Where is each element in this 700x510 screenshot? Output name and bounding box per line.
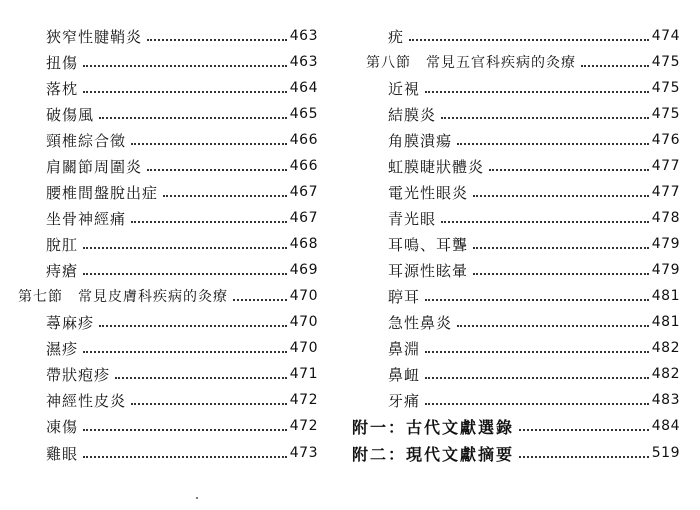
page-speck <box>196 497 198 499</box>
toc-entry <box>388 283 680 309</box>
dot-leader <box>131 220 287 223</box>
toc-appendix-entry <box>352 440 680 466</box>
toc-entry <box>46 153 318 179</box>
dot-leader <box>115 376 287 379</box>
toc-entry <box>388 23 680 49</box>
toc-entry-title: 耳源性眩暈 <box>388 261 469 280</box>
toc-page-number: 470 <box>289 314 318 330</box>
toc-entry-title: 帶狀疱疹 <box>46 365 111 384</box>
toc-entry <box>388 257 680 283</box>
toc-page-number: 466 <box>289 158 318 174</box>
toc-entry <box>46 257 318 283</box>
toc-page-number: 482 <box>651 340 680 356</box>
toc-entry-title: 神經性皮炎 <box>46 391 127 410</box>
toc-entry-title: 腰椎間盤脫出症 <box>46 183 159 202</box>
toc-entry-title: 凍傷 <box>46 417 79 436</box>
toc-entry-title: 青光眼 <box>388 209 437 228</box>
toc-page-number: 472 <box>289 418 318 434</box>
toc-page-number: 478 <box>651 210 680 226</box>
toc-page-number: 474 <box>651 28 680 44</box>
toc-entry <box>46 179 318 205</box>
toc-page-number: 477 <box>651 158 680 174</box>
toc-page-number: 468 <box>289 236 318 252</box>
toc-entry-title: 角膜潰瘍 <box>388 131 453 150</box>
toc-page-number: 481 <box>651 314 680 330</box>
toc-page-number: 472 <box>289 392 318 408</box>
toc-entry-title: 落枕 <box>46 79 79 98</box>
dot-leader <box>473 246 649 249</box>
dot-leader <box>425 350 649 353</box>
toc-entry <box>388 335 680 361</box>
toc-page-number: 470 <box>289 288 318 304</box>
toc-entry <box>388 231 680 257</box>
toc-entry-title: 肩關節周圍炎 <box>46 157 143 176</box>
dot-leader <box>131 402 287 405</box>
toc-entry <box>46 361 318 387</box>
toc-entry-title: 鼻衄 <box>388 365 421 384</box>
toc-entry <box>46 413 318 439</box>
dot-leader <box>425 90 649 93</box>
toc-entry-title: 頸椎綜合徵 <box>46 131 127 150</box>
dot-leader <box>581 64 649 67</box>
toc-entry <box>388 101 680 127</box>
toc-page-number: 475 <box>651 54 680 70</box>
dot-leader <box>83 64 287 67</box>
toc-entry <box>388 75 680 101</box>
toc-page-number: 471 <box>289 366 318 382</box>
toc-entry <box>388 127 680 153</box>
toc-entry-title: 聤耳 <box>388 287 421 306</box>
toc-page-number: 479 <box>651 236 680 252</box>
dot-leader <box>163 194 287 197</box>
toc-page-number: 464 <box>289 80 318 96</box>
toc-entry <box>46 127 318 153</box>
toc-entry-title: 脫肛 <box>46 235 79 254</box>
toc-entry <box>388 153 680 179</box>
toc-entry-title: 坐骨神經痛 <box>46 209 127 228</box>
dot-leader <box>425 298 649 301</box>
dot-leader <box>83 455 287 458</box>
toc-entry <box>46 205 318 231</box>
toc-section-heading <box>366 49 680 75</box>
toc-entry <box>46 335 318 361</box>
toc-entry <box>388 387 680 413</box>
dot-leader <box>457 324 649 327</box>
toc-entry <box>46 231 318 257</box>
toc-appendix-entry <box>352 413 680 439</box>
dot-leader <box>473 272 649 275</box>
toc-entry-title: 雞眼 <box>46 444 79 463</box>
toc-entry <box>46 387 318 413</box>
dot-leader <box>83 90 287 93</box>
toc-page-number: 467 <box>289 210 318 226</box>
toc-entry <box>46 75 318 101</box>
dot-leader <box>457 142 649 145</box>
toc-entry-title: 結膜炎 <box>388 105 437 124</box>
toc-entry-title: 第八節 常見五官科疾病的灸療 <box>366 55 576 71</box>
toc-page-number: 482 <box>651 366 680 382</box>
dot-leader <box>519 428 649 431</box>
toc-page-number: 465 <box>289 106 318 122</box>
toc-page-number: 469 <box>289 262 318 278</box>
toc-entry-title: 扭傷 <box>46 53 79 72</box>
dot-leader <box>99 324 287 327</box>
toc-entry-title: 蕁麻疹 <box>46 313 95 332</box>
dot-leader <box>99 116 287 119</box>
dot-leader <box>409 38 649 41</box>
toc-entry-title: 耳鳴、耳聾 <box>388 235 469 254</box>
dot-leader <box>425 376 649 379</box>
toc-entry-title: 虹膜睫狀體炎 <box>388 157 485 176</box>
toc-entry <box>46 440 318 466</box>
toc-page-number: 481 <box>651 288 680 304</box>
toc-entry <box>388 361 680 387</box>
toc-entry <box>46 23 318 49</box>
toc-entry <box>388 309 680 335</box>
toc-entry <box>46 309 318 335</box>
dot-leader <box>473 194 649 197</box>
dot-leader <box>489 168 649 171</box>
toc-entry-title: 痔瘡 <box>46 261 79 280</box>
toc-entry-title: 附二：現代文獻摘要 <box>352 444 515 464</box>
toc-entry-title: 近視 <box>388 79 421 98</box>
toc-entry <box>388 179 680 205</box>
toc-page-number: 467 <box>289 184 318 200</box>
toc-page-number: 463 <box>289 54 318 70</box>
toc-entry-title: 附一：古代文獻選錄 <box>352 417 515 437</box>
toc-entry-title: 第七節 常見皮膚科疾病的灸療 <box>18 289 228 305</box>
dot-leader <box>147 168 287 171</box>
toc-entry <box>46 49 318 75</box>
dot-leader <box>83 350 287 353</box>
toc-page-number: 475 <box>651 106 680 122</box>
toc-page-number: 479 <box>651 262 680 278</box>
toc-page-number: 476 <box>651 132 680 148</box>
dot-leader <box>147 38 287 41</box>
toc-entry <box>46 101 318 127</box>
toc-entry <box>388 205 680 231</box>
dot-leader <box>83 246 287 249</box>
dot-leader <box>441 116 649 119</box>
toc-entry-title: 牙痛 <box>388 391 421 410</box>
toc-page-number: 463 <box>289 28 318 44</box>
toc-page-number: 475 <box>651 80 680 96</box>
dot-leader <box>83 272 287 275</box>
dot-leader <box>83 428 287 431</box>
toc-entry-title: 鼻淵 <box>388 339 421 358</box>
toc-page-number: 470 <box>289 340 318 356</box>
toc-entry-title: 狹窄性腱鞘炎 <box>46 27 143 46</box>
dot-leader <box>131 142 287 145</box>
toc-entry-title: 急性鼻炎 <box>388 313 453 332</box>
toc-page-number: 519 <box>651 445 680 461</box>
dot-leader <box>519 455 649 458</box>
toc-section-heading <box>18 283 318 309</box>
toc-entry-title: 濕疹 <box>46 339 79 358</box>
dot-leader <box>233 298 287 301</box>
toc-entry-title: 破傷風 <box>46 105 95 124</box>
toc-page-number: 484 <box>651 418 680 434</box>
dot-leader <box>441 220 649 223</box>
dot-leader <box>425 402 649 405</box>
toc-page-number: 477 <box>651 184 680 200</box>
toc-entry-title: 電光性眼炎 <box>388 183 469 202</box>
toc-page-number: 466 <box>289 132 318 148</box>
toc-page-number: 473 <box>289 445 318 461</box>
toc-entry-title: 疣 <box>388 27 405 46</box>
toc-page-number: 483 <box>651 392 680 408</box>
